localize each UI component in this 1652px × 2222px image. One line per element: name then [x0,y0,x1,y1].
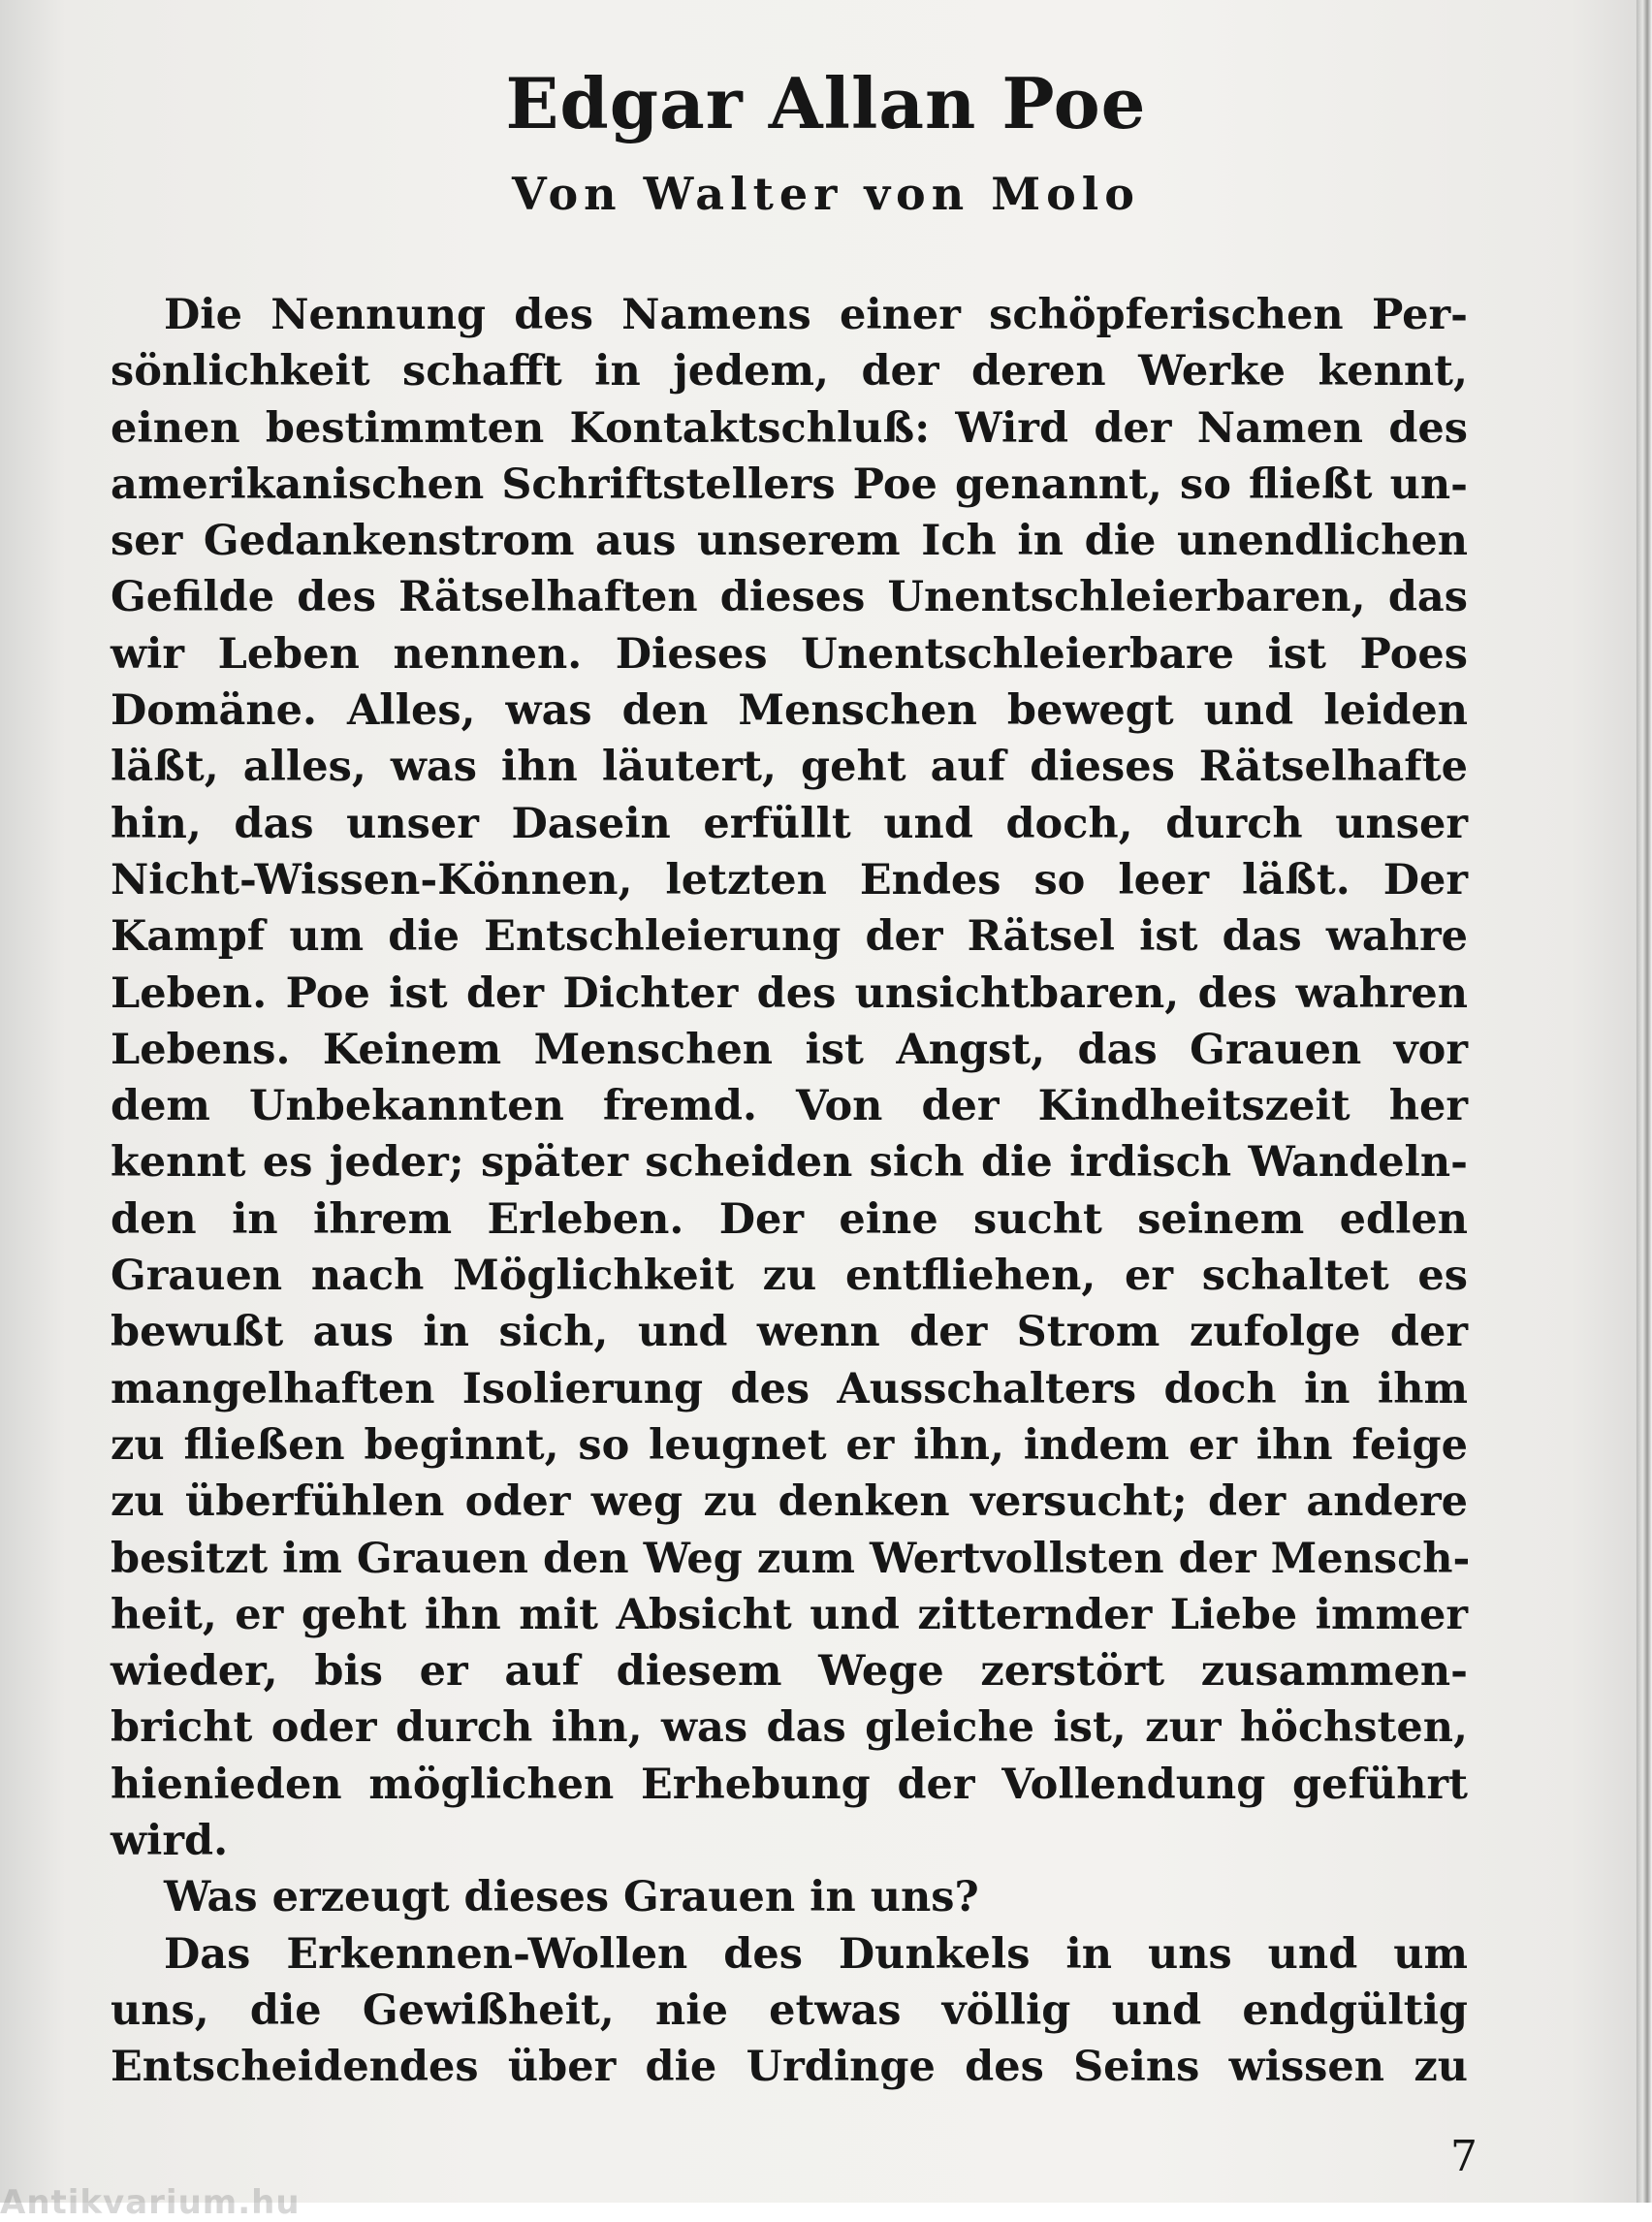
text-line: uns, die Gewißheit, nie etwas völlig und endgültig [111,1985,1468,2035]
page-edge-shadow [1636,0,1652,2203]
text-line: sönlichkeit schafft in jedem, der deren Werke kennt, [111,347,1468,397]
text-line: Leben. Poe ist der Dichter des unsichtbaren, des wahren [111,968,1468,1018]
text-line: Was erzeugt dieses Grauen in uns? [164,1873,979,1922]
text-line: läßt, alles, was ihn läutert, geht auf dieses Rätselhafte [111,743,1468,792]
text-line: Kampf um die Entschleierung der Rätsel ist das wahre [111,912,1468,962]
text-line: Das Erkennen-Wollen des Dunkels in uns und um [164,1929,1468,1979]
text-line: Gefilde des Rätselhaften dieses Unentschleierbaren, das [111,573,1468,622]
text-line: mangelhaften Isolierung des Ausschalters doch in ihm [111,1364,1468,1413]
text-line: amerikanischen Schriftstellers Poe genannt, so fließt un- [111,460,1468,509]
page-number: 7 [1450,2132,1477,2181]
body-text [111,287,1471,2096]
text-line: Grauen nach Möglichkeit zu entfliehen, er schaltet es [111,1252,1468,1301]
text-line: besitzt im Grauen den Weg zum Wertvollsten der Mensch- [111,1534,1471,1583]
text-line: Nicht-Wissen-Können, letzten Endes so leer läßt. Der [111,855,1468,905]
text-line: Entscheidendes über die Urdinge des Seins wissen zu [111,2043,1468,2092]
text-line: den in ihrem Erleben. Der eine sucht seinem edlen [111,1194,1468,1244]
text-line: hienieden möglichen Erhebung der Vollendung geführt [111,1760,1468,1809]
text-line: ser Gedankenstrom aus unserem Ich in die unendlichen [111,517,1468,566]
text-line: Lebens. Keinem Menschen ist Angst, das Grauen vor [111,1025,1468,1074]
text-line: dem Unbekannten fremd. Von der Kindheitszeit her [111,1082,1468,1131]
text-line: zu fließen beginnt, so leugnet er ihn, indem er ihn feige [111,1420,1468,1470]
watermark: Antikvarium.hu [0,2183,301,2222]
text-line: kennt es jeder; später scheiden sich die irdisch Wandeln- [111,1138,1468,1188]
text-line: einen bestimmten Kontaktschluß: Wird der Namen des [111,403,1468,453]
text-line: bricht oder durch ihn, was das gleiche ist, zur höchsten, [111,1703,1468,1753]
text-line: Domäne. Alles, was den Menschen bewegt und leiden [111,686,1468,736]
text-line: wir Leben nennen. Dieses Unentschleierbare ist Poes [111,629,1468,679]
text-line: heit, er geht ihn mit Absicht und zitternder Liebe immer [111,1590,1468,1639]
text-line: Die Nennung des Namens einer schöpferischen Per- [164,291,1468,339]
author-byline: Von Walter von Molo [512,168,1140,220]
page-title: Edgar Allan Poe [505,62,1147,144]
text-line: hin, das unser Dasein erfüllt und doch, durch unser [111,799,1468,848]
text-line: bewußt aus in sich, und wenn der Strom zufolge der [111,1308,1468,1357]
text-line: wieder, bis er auf diesem Wege zerstört zusammen- [111,1647,1468,1697]
text-line: zu überfühlen oder weg zu denken versucht; der andere [111,1477,1468,1527]
text-line: wird. [111,1817,229,1866]
